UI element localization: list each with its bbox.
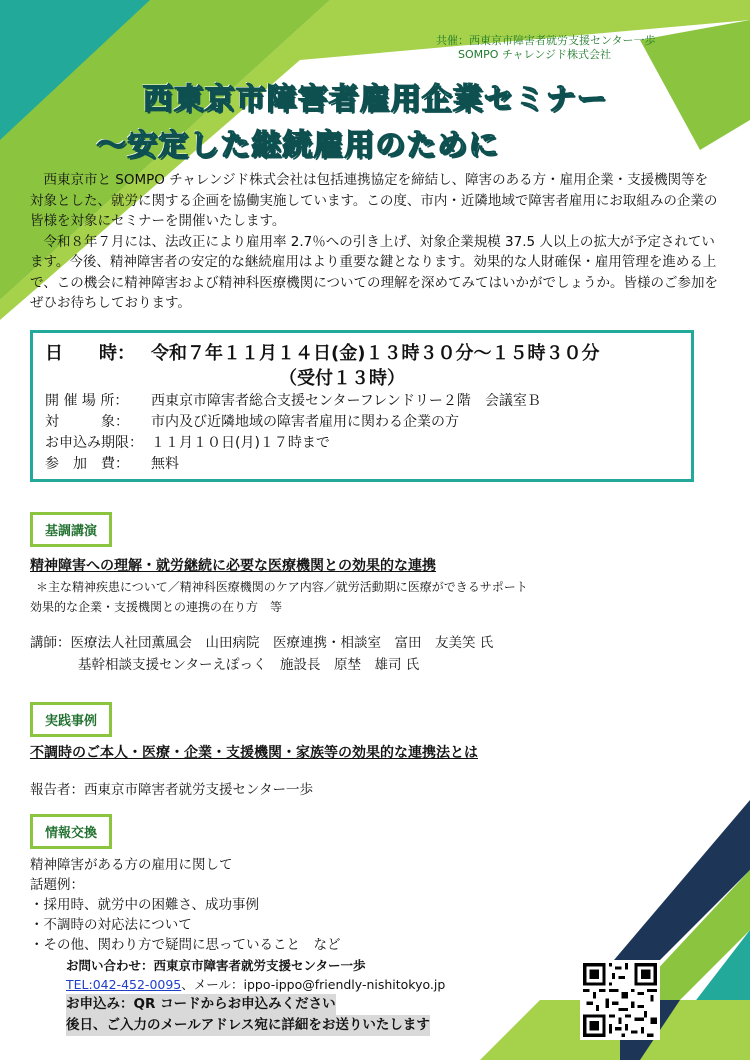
keynote-detail-1: ＊主な精神疾患について／精神科医療機関のケア内容／就労活動期に医療ができるサポート xyxy=(36,580,528,594)
event-info-box xyxy=(30,330,694,482)
target-label: 対 象： xyxy=(45,414,129,430)
follow-up-notice: 後日、ご入力のメールアドレス宛に詳細をお送りいたします xyxy=(66,1015,430,1036)
venue-label: 開 催 場 所： xyxy=(45,393,129,409)
intro-paragraph-2: 令和８年７月には、法改正により雇用率 2.7％への引き上げ、対象企業規模 37.5 人以上の拡大が予定されています。今後、精神障害者の安定的な継続雇用はより重要な鍵となります。効果的な人財確保・雇用管理を進める上で、この機会に精神障害および精神科医療機関についての理解を深めてみてはいかがでしょうか。皆様のご参加をぜひお待ちしております。 xyxy=(30,233,718,311)
email-text[interactable]: 、メール：ippo-ippo@friendly-nishitokyo.jp xyxy=(181,977,446,992)
keynote-details xyxy=(30,577,528,617)
exchange-item: ・その他、関わり方で疑問に思っていること など xyxy=(30,937,341,953)
keynote-topic: 精神障害への理解・就労継続に必要な医療機関との効果的な連携 xyxy=(30,558,436,574)
reception-time: （受付１３時） xyxy=(279,368,405,389)
exchange-details xyxy=(30,855,341,955)
fee-label: 参 加 費： xyxy=(45,456,129,472)
intro-text xyxy=(30,170,720,314)
keynote-detail-2: 効果的な企業・支援機関との連携の在り方 等 xyxy=(30,600,283,614)
keynote-section-tag: 基調講演 xyxy=(30,512,112,547)
date-value: 令和７年１１月１４日(金)１３時３０分～１５時３０分 xyxy=(151,343,600,364)
exchange-item: ・採用時、就労中の困難さ、成功事例 xyxy=(30,897,259,913)
practice-topic: 不調時のご本人・医療・企業・支援機関・家族等の効果的な連携法とは xyxy=(30,745,478,761)
contact-heading: お問い合わせ：西東京市障害者就労支援センター一歩 xyxy=(66,958,366,973)
fee-value: 無料 xyxy=(151,456,179,472)
exchange-line-2: 話題例： xyxy=(30,877,84,893)
target-row xyxy=(45,412,679,433)
seminar-subtitle: ～安定した継続雇用のために xyxy=(96,128,499,163)
exchange-section-tag: 情報交換 xyxy=(30,814,112,849)
exchange-item: ・不調時の対応法について xyxy=(30,917,192,933)
lecturer-1: 講師：医療法人社団薫風会 山田病院 医療連携・相談室 富田 友美笑 氏 xyxy=(30,635,494,651)
cosponsor-line-1: 共催：西東京市障害者就労支援センター一歩 xyxy=(436,34,656,47)
date-label: 日 時： xyxy=(45,343,135,364)
date-row xyxy=(45,341,679,367)
target-value: 市内及び近隣地域の障害者雇用に関わる企業の方 xyxy=(151,414,459,430)
practice-section-tag: 実践事例 xyxy=(30,702,112,737)
venue-value: 西東京市障害者総合支援センターフレンドリー２階 会議室Ｂ xyxy=(151,393,541,409)
contact-line xyxy=(66,975,496,994)
practice-reporter: 報告者：西東京市障害者就労支援センター一歩 xyxy=(30,782,313,798)
qr-code[interactable] xyxy=(580,960,660,1040)
lecturer-2: 基幹相談支援センターえぽっく 施設長 原埜 雄司 氏 xyxy=(78,657,420,673)
cosponsor-line-2: SOMPO チャレンジド株式会社 xyxy=(458,48,612,61)
contact-info xyxy=(66,956,496,1036)
fee-row xyxy=(45,454,679,475)
seminar-title: 西東京市障害者雇用企業セミナー xyxy=(142,82,608,117)
exchange-line-1: 精神障害がある方の雇用に関して xyxy=(30,857,233,873)
deadline-value: １１月１０日(月)１７時まで xyxy=(151,435,330,451)
venue-row xyxy=(45,391,679,412)
cosponsor-credit xyxy=(436,34,656,62)
keynote-lecturers xyxy=(30,632,493,676)
apply-instruction: お申込み：QR コードからお申込みください xyxy=(66,994,336,1015)
deadline-row xyxy=(45,433,679,454)
deadline-label: お申込み期限： xyxy=(45,435,143,451)
intro-paragraph-1: 西東京市と SOMPO チャレンジド株式会社は包括連携協定を締結し、障害のある方・雇用企業・支援機関等を対象とした、就労に関する企画を協働実施しています。この度、市内・近隣地域で障害者雇用にお取組みの企業の皆様を対象にセミナーを開催いたします。 xyxy=(30,172,718,229)
phone-link[interactable]: TEL:042-452-0095 xyxy=(66,977,182,992)
